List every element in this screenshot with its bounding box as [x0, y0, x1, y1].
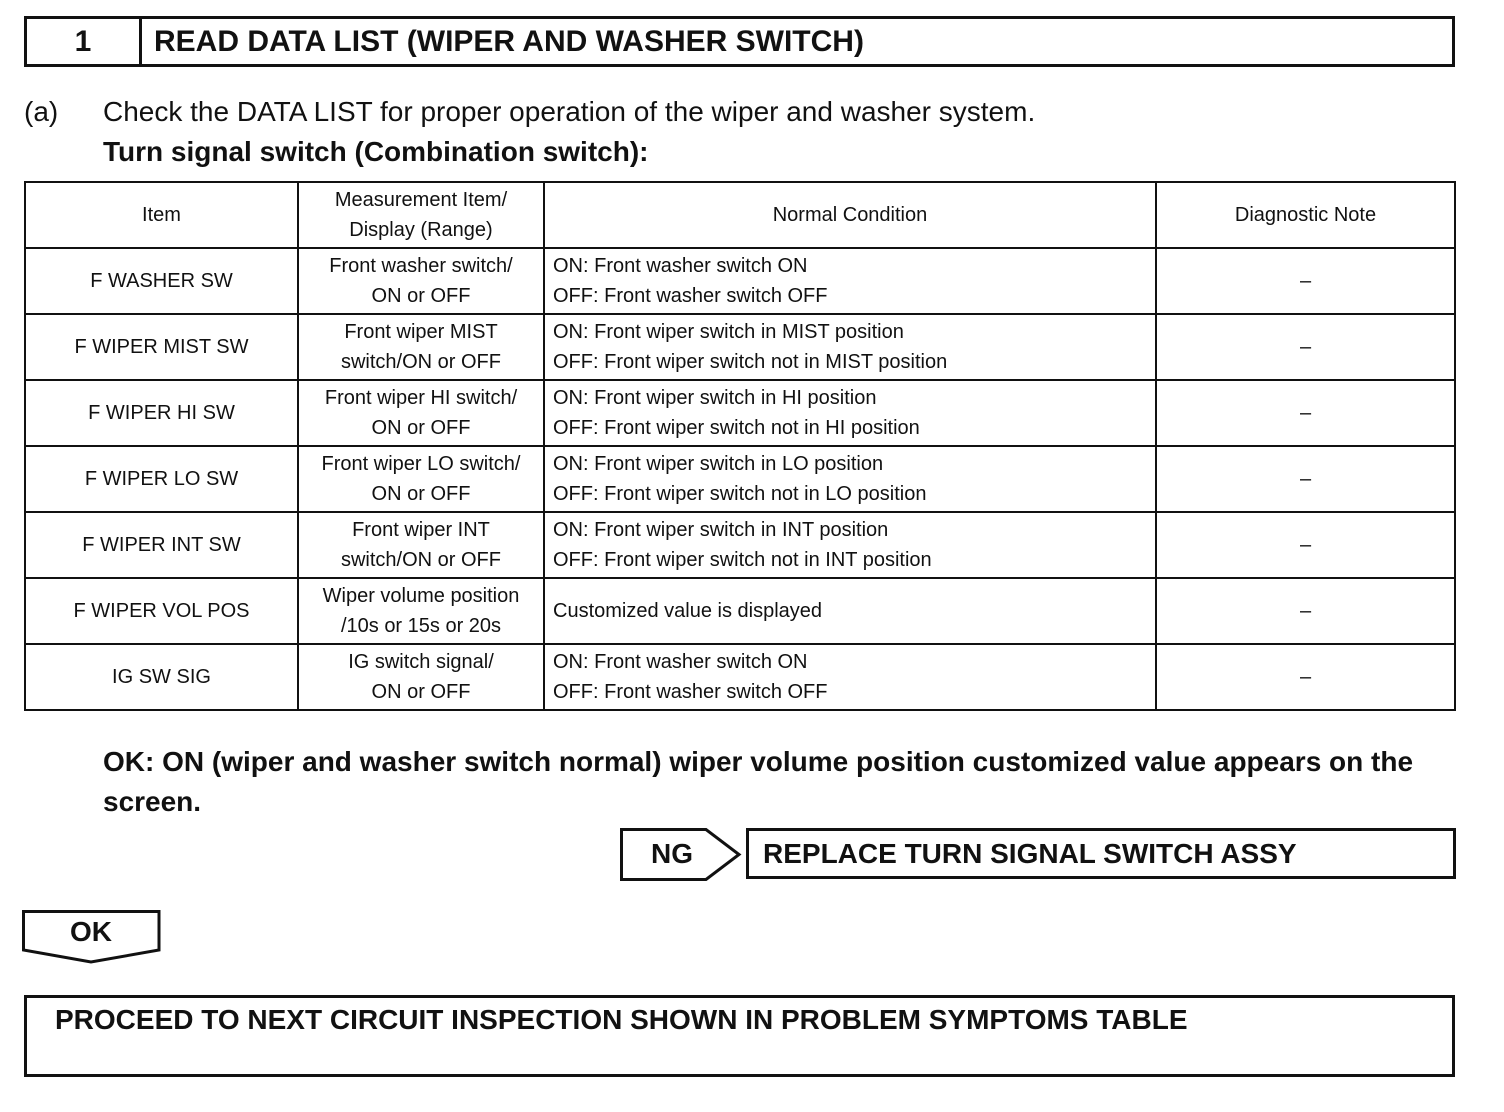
cell-diagnostic-note: – — [1156, 446, 1455, 512]
cell-measurement — [298, 248, 544, 314]
substep-text: Check the DATA LIST for proper operation of the wiper and washer system. — [103, 96, 1036, 127]
cell-normal-condition — [544, 578, 1156, 644]
ng-tag — [620, 828, 742, 886]
cell-normal-line1: ON: Front wiper switch in MIST position — [553, 321, 904, 343]
cell-measurement-line1: Front wiper LO switch/ — [321, 453, 521, 475]
step-title: READ DATA LIST (WIPER AND WASHER SWITCH) — [154, 24, 864, 58]
cell-item: IG SW SIG — [25, 644, 298, 710]
cell-diagnostic-note: – — [1156, 314, 1455, 380]
cell-diagnostic-note: – — [1156, 644, 1455, 710]
cell-measurement-line1: Front wiper INT — [352, 519, 490, 541]
cell-measurement-line1: Wiper volume position — [322, 585, 520, 607]
cell-diagnostic-note: – — [1156, 248, 1455, 314]
table-row — [25, 512, 1455, 578]
cell-measurement — [298, 644, 544, 710]
header-item: Item — [25, 182, 298, 248]
header-measurement-line2: Display (Range) — [349, 219, 493, 241]
cell-diagnostic-note: – — [1156, 512, 1455, 578]
cell-measurement — [298, 380, 544, 446]
ok-condition-note: OK: ON (wiper and washer switch normal) wiper volume position customized value appears on the screen. — [103, 746, 1414, 817]
ok-label: OK — [70, 916, 112, 947]
ok-result-box: PROCEED TO NEXT CIRCUIT INSPECTION SHOWN IN PROBLEM SYMPTOMS TABLE — [24, 995, 1455, 1077]
header-measurement-line1: Measurement Item/ — [334, 189, 508, 211]
cell-normal-line1: ON: Front washer switch ON — [553, 255, 808, 277]
cell-measurement — [298, 512, 544, 578]
cell-measurement-line1: Front wiper HI switch/ — [324, 387, 518, 409]
cell-item: F WIPER VOL POS — [25, 578, 298, 644]
cell-measurement-line2: ON or OFF — [371, 417, 471, 439]
cell-measurement-line2: ON or OFF — [371, 483, 471, 505]
cell-normal-line1: Customized value is displayed — [553, 600, 823, 622]
substep-heading: Turn signal switch (Combination switch): — [103, 136, 649, 167]
table-row — [25, 314, 1455, 380]
cell-normal-line2: OFF: Front wiper switch not in MIST position — [553, 351, 948, 373]
data-list-table — [24, 181, 1456, 711]
cell-measurement — [298, 578, 544, 644]
header-diagnostic-note: Diagnostic Note — [1156, 182, 1455, 248]
header-measurement — [298, 182, 544, 248]
substep-label: (a) — [24, 96, 59, 127]
cell-normal-line2: OFF: Front wiper switch not in INT position — [553, 549, 932, 571]
cell-normal-line1: ON: Front wiper switch in HI position — [553, 387, 877, 409]
cell-measurement-line2: switch/ON or OFF — [340, 351, 501, 373]
cell-normal-line2: OFF: Front wiper switch not in LO position — [553, 483, 927, 505]
cell-measurement-line2: /10s or 15s or 20s — [340, 615, 502, 637]
table-row — [25, 248, 1455, 314]
cell-normal-line2: OFF: Front washer switch OFF — [553, 285, 828, 307]
table-header-row — [25, 182, 1455, 248]
cell-measurement — [298, 446, 544, 512]
cell-normal-condition — [544, 380, 1156, 446]
table-row — [25, 380, 1455, 446]
cell-normal-condition — [544, 512, 1156, 578]
table-row — [25, 578, 1455, 644]
table-row — [25, 644, 1455, 710]
cell-normal-line2: OFF: Front washer switch OFF — [553, 681, 828, 703]
cell-normal-condition — [544, 644, 1156, 710]
cell-measurement — [298, 314, 544, 380]
cell-item: F WASHER SW — [25, 248, 298, 314]
cell-measurement-line1: Front washer switch/ — [329, 255, 513, 277]
cell-diagnostic-note: – — [1156, 380, 1455, 446]
cell-measurement-line1: Front wiper MIST — [344, 321, 498, 343]
table-row — [25, 446, 1455, 512]
cell-item: F WIPER MIST SW — [25, 314, 298, 380]
step-header — [24, 16, 1455, 67]
cell-normal-line1: ON: Front wiper switch in INT position — [553, 519, 889, 541]
cell-measurement-line2: ON or OFF — [371, 285, 471, 307]
cell-normal-condition — [544, 446, 1156, 512]
cell-measurement-line1: IG switch signal/ — [348, 651, 494, 673]
cell-normal-condition — [544, 248, 1156, 314]
cell-normal-line1: ON: Front wiper switch in LO position — [553, 453, 884, 475]
cell-measurement-line2: switch/ON or OFF — [340, 549, 501, 571]
cell-measurement-line2: ON or OFF — [371, 681, 471, 703]
header-normal-condition: Normal Condition — [544, 182, 1156, 248]
cell-item: F WIPER LO SW — [25, 446, 298, 512]
cell-normal-condition — [544, 314, 1156, 380]
cell-normal-line1: ON: Front washer switch ON — [553, 651, 808, 673]
step-number: 1 — [27, 19, 142, 64]
cell-item: F WIPER INT SW — [25, 512, 298, 578]
ok-tag — [22, 910, 162, 969]
cell-normal-line2: OFF: Front wiper switch not in HI position — [553, 417, 920, 439]
ng-result-box: REPLACE TURN SIGNAL SWITCH ASSY — [746, 828, 1456, 879]
ng-label: NG — [651, 837, 693, 869]
cell-item: F WIPER HI SW — [25, 380, 298, 446]
cell-diagnostic-note: – — [1156, 578, 1455, 644]
